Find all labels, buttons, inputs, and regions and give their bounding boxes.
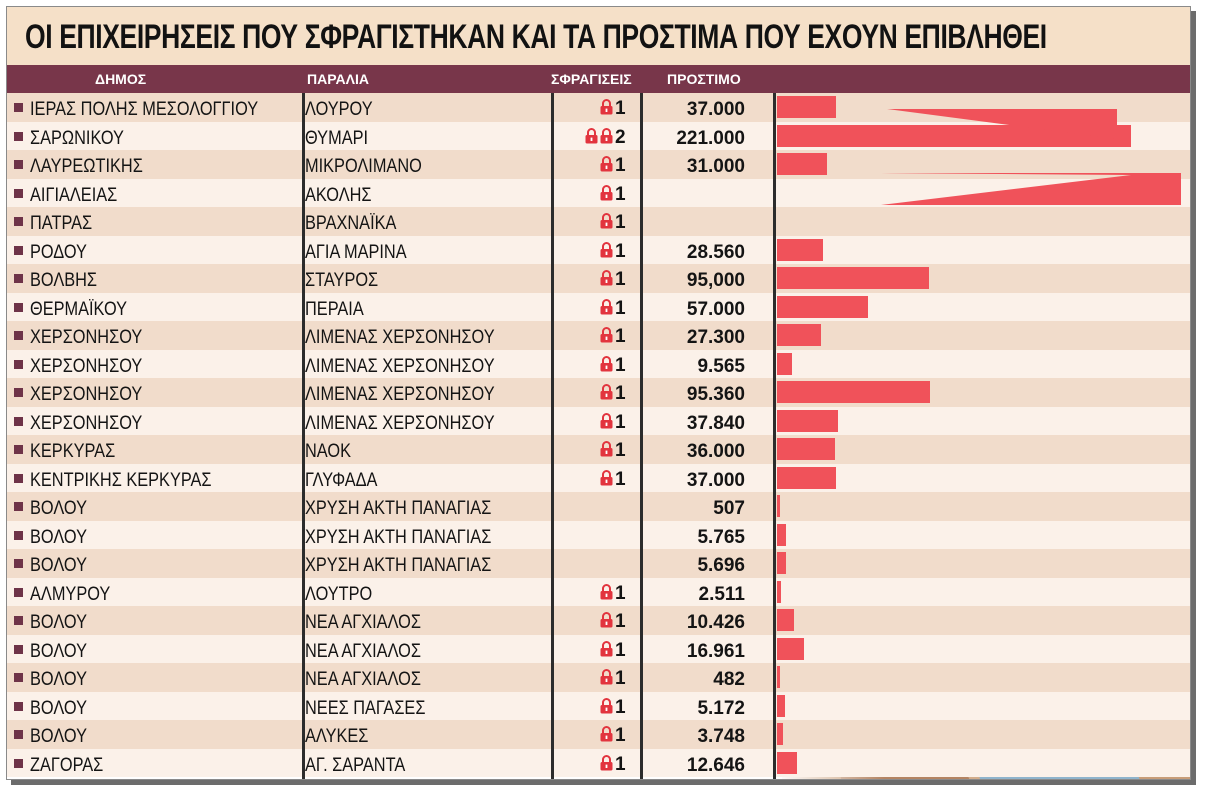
seal-count: 1 [615, 297, 626, 319]
fine-value: 31.000 [686, 156, 745, 177]
square-bullet-icon [14, 616, 23, 625]
seals-cell [553, 720, 639, 748]
square-bullet-icon [14, 303, 23, 312]
padlock-group [598, 755, 613, 775]
padlock-group [598, 156, 613, 176]
seal-count: 1 [615, 98, 626, 119]
municipality-cell: ΧΕΡΣΟΝΗΣΟΥ [30, 355, 143, 377]
padlock-icon [585, 128, 598, 144]
seal-count: 2 [615, 126, 626, 148]
seal-count: 1 [615, 582, 626, 604]
beach-cell: ΛΙΜΕΝΑΣ ΧΕΡΣΟΝΗΣΟΥ [305, 355, 495, 377]
seals-cell [553, 692, 639, 720]
municipality-cell: ΚΕΝΤΡΙΚΗΣ ΚΕΡΚΥΡΑΣ [30, 469, 212, 491]
seal-count: 1 [615, 354, 626, 376]
title-banner [7, 7, 1190, 65]
table-header [7, 65, 1190, 93]
column-divider [302, 93, 305, 780]
padlock-group [598, 185, 613, 205]
seals-cell [553, 435, 639, 463]
seals-cell [553, 635, 639, 663]
column-divider [773, 93, 776, 780]
seal-count: 1 [615, 668, 626, 689]
padlock-group [598, 356, 613, 376]
seal-count: 1 [615, 326, 626, 347]
fine-value: 5.696 [697, 555, 745, 576]
padlock-icon [600, 384, 613, 400]
table-row [7, 350, 1190, 379]
column-divider [551, 93, 554, 780]
padlock-group [598, 327, 613, 347]
beach-cell: ΑΛΥΚΕΣ [305, 726, 369, 747]
fine-bar [777, 438, 835, 460]
beach-cell: ΑΓ. ΣΑΡΑΝΤΑ [305, 754, 406, 776]
padlock-icon [600, 99, 613, 115]
table-row [7, 492, 1190, 521]
padlock-icon [600, 270, 613, 286]
fine-bar [777, 353, 792, 375]
municipality-cell: ΑΛΜΥΡΟΥ [30, 583, 111, 605]
square-bullet-icon [14, 132, 23, 141]
padlock-icon [600, 299, 613, 315]
municipality-cell: ΒΟΛΟΥ [30, 498, 87, 519]
square-bullet-icon [14, 759, 23, 768]
municipality-cell: ΒΟΛΟΥ [30, 726, 87, 747]
square-bullet-icon [14, 730, 23, 739]
beach-cell: ΧΡΥΣΗ ΑΚΤΗ ΠΑΝΑΓΙΑΣ [305, 526, 492, 548]
square-bullet-icon [14, 702, 23, 711]
header-fine: ΠΡΟΣΤΙΜΟ [667, 71, 741, 87]
municipality-cell: ΘΕΡΜΑΪΚΟΥ [30, 298, 128, 320]
seals-cell [553, 578, 639, 606]
padlock-icon [600, 584, 613, 600]
table-row [7, 521, 1190, 550]
fine-bar [777, 239, 823, 261]
seals-cell [553, 464, 639, 492]
table-row [7, 749, 1190, 778]
beach-cell: ΝΕΕΣ ΠΑΓΑΣΕΣ [305, 697, 426, 719]
padlock-icon [600, 128, 613, 144]
table-row [7, 635, 1190, 664]
square-bullet-icon [14, 388, 23, 397]
fine-bar [777, 638, 804, 660]
fine-value: 3.748 [697, 726, 745, 747]
bar-accent [881, 173, 1181, 205]
table-row [7, 606, 1190, 635]
seals-cell [553, 179, 639, 207]
fine-value: 507 [713, 498, 745, 519]
square-bullet-icon [14, 331, 23, 340]
municipality-cell: ΑΙΓΙΑΛΕΙΑΣ [30, 184, 118, 206]
square-bullet-icon [14, 103, 23, 112]
padlock-icon [600, 242, 613, 258]
fine-bar [777, 723, 783, 745]
fine-bar [777, 524, 786, 546]
fine-value: 9.565 [697, 355, 745, 377]
beach-cell: ΧΡΥΣΗ ΑΚΤΗ ΠΑΝΑΓΙΑΣ [305, 555, 492, 576]
seals-cell [553, 378, 639, 406]
padlock-group [598, 726, 613, 746]
seals-cell [553, 521, 639, 549]
fine-value: 16.961 [686, 640, 745, 662]
fine-bar [777, 96, 836, 118]
padlock-group [598, 384, 613, 404]
municipality-cell: ΒΟΛΟΥ [30, 555, 87, 576]
fine-value: 221.000 [676, 127, 745, 149]
fine-bar [777, 467, 836, 489]
square-bullet-icon [14, 417, 23, 426]
fine-bar [777, 410, 838, 432]
fine-value: 95,000 [686, 270, 745, 291]
padlock-group [598, 641, 613, 661]
square-bullet-icon [14, 673, 23, 682]
fine-bar [777, 581, 781, 603]
beach-cell: ΝΕΑ ΑΓΧΙΑΛΟΣ [305, 612, 421, 633]
municipality-cell: ΡΟΔΟΥ [30, 241, 87, 263]
fine-value: 482 [713, 669, 745, 690]
seals-cell [553, 407, 639, 435]
beach-cell: ΒΡΑΧΝΑΪΚΑ [305, 213, 397, 234]
table-row [7, 207, 1190, 236]
table-row [7, 578, 1190, 607]
beach-cell: ΝΕΑ ΑΓΧΙΑΛΟΣ [305, 640, 421, 662]
fine-value: 5.172 [697, 697, 745, 719]
fine-value: 57.000 [686, 298, 745, 320]
fine-bar [777, 267, 929, 289]
table-row [7, 435, 1190, 464]
seal-count: 1 [615, 240, 626, 262]
seal-count: 1 [615, 725, 626, 746]
fine-value: 5.765 [697, 526, 745, 548]
table-row [7, 692, 1190, 721]
seals-cell [553, 122, 639, 150]
fine-value: 10.426 [686, 612, 745, 633]
seal-count: 1 [615, 411, 626, 433]
municipality-cell: ΒΟΛΒΗΣ [30, 270, 98, 291]
table-row [7, 663, 1190, 692]
seal-count: 1 [615, 440, 626, 461]
municipality-cell: ΚΕΡΚΥΡΑΣ [30, 441, 116, 462]
fine-value: 12.646 [686, 754, 745, 776]
beach-cell: ΛΙΜΕΝΑΣ ΧΕΡΣΟΝΗΣΟΥ [305, 412, 495, 434]
seals-cell [553, 264, 639, 292]
beach-cell: ΣΤΑΥΡΟΣ [305, 270, 379, 291]
header-seals: ΣΦΡΑΓΙΣΕΙΣ [551, 71, 632, 87]
infographic-frame [6, 6, 1191, 780]
beach-cell: ΑΓΙΑ ΜΑΡΙΝΑ [305, 241, 407, 263]
seal-count: 1 [615, 696, 626, 718]
municipality-cell: ΒΟΛΟΥ [30, 640, 87, 662]
padlock-group [598, 698, 613, 718]
beach-cell: ΝΑΟΚ [305, 441, 351, 462]
seals-cell [553, 236, 639, 264]
beach-cell: ΛΙΜΕΝΑΣ ΧΕΡΣΟΝΗΣΟΥ [305, 327, 495, 348]
fine-bar [777, 296, 868, 318]
padlock-icon [600, 755, 613, 771]
beach-cell: ΛΙΜΕΝΑΣ ΧΕΡΣΟΝΗΣΟΥ [305, 384, 495, 405]
padlock-group [598, 213, 613, 233]
padlock-icon [600, 698, 613, 714]
padlock-icon [600, 185, 613, 201]
fine-bar [777, 666, 780, 688]
padlock-icon [600, 669, 613, 685]
square-bullet-icon [14, 189, 23, 198]
fine-value: 37.840 [686, 412, 745, 434]
table-row [7, 236, 1190, 265]
seals-cell [553, 93, 639, 121]
seals-cell [553, 749, 639, 777]
seals-cell [553, 350, 639, 378]
padlock-group [598, 470, 613, 490]
seals-cell [553, 492, 639, 520]
municipality-cell: ΠΑΤΡΑΣ [30, 213, 93, 234]
beach-cell: ΜΙΚΡΟΛΙΜΑΝΟ [305, 156, 422, 177]
fine-value: 37.000 [686, 469, 745, 491]
square-bullet-icon [14, 474, 23, 483]
padlock-icon [600, 470, 613, 486]
table-row [7, 464, 1190, 493]
table-row [7, 549, 1190, 578]
municipality-cell: ΣΑΡΩΝΙΚΟΥ [30, 127, 124, 149]
square-bullet-icon [14, 588, 23, 597]
seal-count: 1 [615, 212, 626, 233]
seal-count: 1 [615, 183, 626, 205]
seals-cell [553, 207, 639, 235]
padlock-icon [600, 441, 613, 457]
fine-bar [777, 495, 780, 517]
padlock-icon [600, 327, 613, 343]
square-bullet-icon [14, 645, 23, 654]
square-bullet-icon [14, 360, 23, 369]
fine-value: 2.511 [698, 583, 745, 605]
seal-count: 1 [615, 468, 626, 490]
chart-title: ΟΙ ΕΠΙΧΕΙΡΗΣΕΙΣ ΠΟΥ ΣΦΡΑΓΙΣΤΗΚΑΝ ΚΑΙ ΤΑ ΠΡΟΣΤΙΜΑ ΠΟΥ ΕΧΟΥΝ ΕΠΙΒΛΗΘΕΙ [25, 18, 1047, 56]
seals-cell [553, 293, 639, 321]
seal-count: 1 [615, 639, 626, 661]
seals-cell [553, 606, 639, 634]
seals-cell [553, 663, 639, 691]
fine-value: 28.560 [686, 241, 745, 263]
seals-cell [553, 150, 639, 178]
fine-bar [777, 609, 794, 631]
municipality-cell: ΧΕΡΣΟΝΗΣΟΥ [30, 327, 143, 348]
seals-cell [553, 321, 639, 349]
fine-bar [777, 324, 821, 346]
square-bullet-icon [14, 160, 23, 169]
padlock-group [598, 99, 613, 119]
seals-cell [553, 549, 639, 577]
fine-value: 27.300 [686, 327, 745, 348]
beach-cell: ΠΕΡΑΙΑ [305, 298, 364, 320]
fine-bar [777, 752, 797, 774]
table-row [7, 321, 1190, 350]
padlock-group [598, 242, 613, 262]
square-bullet-icon [14, 445, 23, 454]
table-row [7, 264, 1190, 293]
padlock-icon [600, 356, 613, 372]
square-bullet-icon [14, 274, 23, 283]
fine-bar [777, 695, 785, 717]
fine-bar [777, 552, 786, 574]
padlock-group [598, 584, 613, 604]
municipality-cell: ΧΕΡΣΟΝΗΣΟΥ [30, 412, 143, 434]
beach-cell: ΓΛΥΦΑΔΑ [305, 469, 378, 491]
fine-bar [777, 381, 930, 403]
table-row [7, 293, 1190, 322]
seal-count: 1 [615, 155, 626, 176]
beach-cell: ΝΕΑ ΑΓΧΙΑΛΟΣ [305, 669, 421, 690]
municipality-cell: ΙΕΡΑΣ ΠΟΛΗΣ ΜΕΣΟΛΟΓΓΙΟΥ [30, 99, 259, 120]
padlock-group [598, 299, 613, 319]
fine-bar [777, 153, 827, 175]
padlock-icon [600, 641, 613, 657]
padlock-group [583, 128, 613, 148]
municipality-cell: ΒΟΛΟΥ [30, 669, 87, 690]
padlock-group [598, 669, 613, 689]
square-bullet-icon [14, 246, 23, 255]
beach-cell: ΧΡΥΣΗ ΑΚΤΗ ΠΑΝΑΓΙΑΣ [305, 498, 492, 519]
padlock-group [598, 441, 613, 461]
seal-count: 1 [615, 383, 626, 404]
municipality-cell: ΒΟΛΟΥ [30, 697, 87, 719]
table-row [7, 378, 1190, 407]
padlock-icon [600, 413, 613, 429]
column-divider [640, 93, 643, 780]
square-bullet-icon [14, 217, 23, 226]
beach-cell: ΘΥΜΑΡΙ [305, 127, 369, 149]
padlock-group [598, 612, 613, 632]
square-bullet-icon [14, 531, 23, 540]
beach-cell: ΛΟΥΡΟΥ [305, 99, 373, 120]
square-bullet-icon [14, 502, 23, 511]
fine-value: 95.360 [686, 384, 745, 405]
seal-count: 1 [615, 611, 626, 632]
padlock-icon [600, 213, 613, 229]
beach-cell: ΛΟΥΤΡΟ [305, 583, 373, 605]
header-beach: ΠΑΡΑΛΙΑ [307, 71, 369, 87]
header-municipality: ΔΗΜΟΣ [95, 71, 147, 87]
padlock-icon [600, 156, 613, 172]
padlock-icon [600, 726, 613, 742]
fine-value: 37.000 [686, 99, 745, 120]
padlock-group [598, 413, 613, 433]
municipality-cell: ΒΟΛΟΥ [30, 612, 87, 633]
table-row [7, 407, 1190, 436]
seal-count: 1 [615, 753, 626, 775]
municipality-cell: ΖΑΓΟΡΑΣ [30, 754, 104, 776]
municipality-cell: ΛΑΥΡΕΩΤΙΚΗΣ [30, 156, 143, 177]
square-bullet-icon [14, 559, 23, 568]
table-row [7, 720, 1190, 749]
municipality-cell: ΒΟΛΟΥ [30, 526, 87, 548]
beach-cell: ΑΚΟΛΗΣ [305, 184, 372, 206]
municipality-cell: ΧΕΡΣΟΝΗΣΟΥ [30, 384, 143, 405]
seal-count: 1 [615, 269, 626, 290]
bar-accent [887, 109, 1117, 139]
padlock-group [598, 270, 613, 290]
fine-value: 36.000 [686, 441, 745, 462]
padlock-icon [600, 612, 613, 628]
